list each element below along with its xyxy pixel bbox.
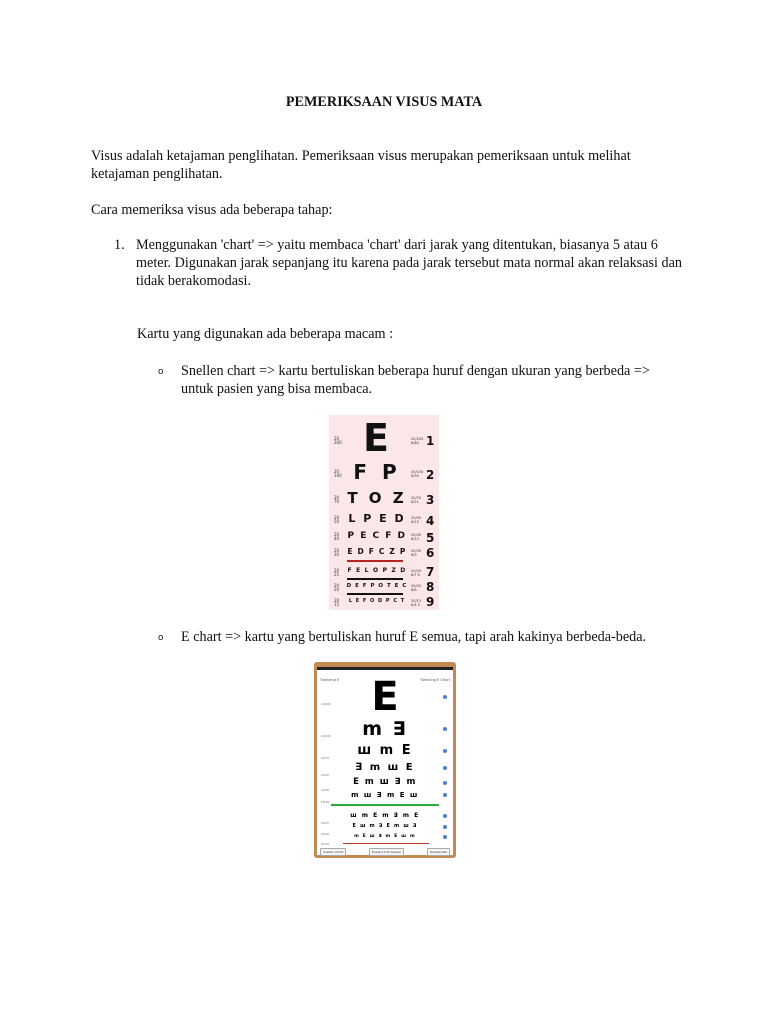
e-chart-red-line (343, 843, 429, 844)
e-chart-header-right: Tumbling E Chart (420, 678, 450, 682)
snellen-chart-button[interactable]: Snellen Chart (320, 848, 346, 856)
bullet-marker: o (158, 633, 164, 643)
e-row: 20/25 ш m E m ∃ m E (317, 811, 453, 820)
status-bar (317, 667, 453, 670)
snellen-row: 20 40 P E C F D 20/40 6/12 5 (334, 531, 435, 545)
paragraph-card-types: Kartu yang digunakan ada beberapa macam : (137, 326, 394, 342)
snellen-row: 20 20 D E F P O T E C 20/20 6/6 8 (334, 580, 435, 594)
paragraph-definition: Visus adalah ketajaman penglihatan. Pemeriksaan visus merupakan pemeriksaan untuk melihat ketajaman penglihatan. (91, 148, 631, 182)
snellen-row: 20 200 E 20/200 6/60 1 (334, 416, 435, 460)
e-chart-green-line (331, 804, 439, 806)
expand-full-version-button[interactable]: Expand Full Version (369, 848, 404, 856)
snellen-row: 20 100 F P 20/100 6/30 2 (334, 460, 435, 484)
bullet-text: Snellen chart => kartu bertuliskan beberapa huruf dengan ukuran yang berbeda => untuk pasien yang bisa membaca. (181, 363, 650, 397)
list-number: 1. (114, 237, 125, 253)
e-chart-header-left: Tumbling E (320, 678, 340, 682)
bullet-marker: o (158, 367, 164, 377)
snellen-row: 20 30 E D F C Z P 20/30 6/9 6 (334, 546, 435, 560)
snellen-red-line (347, 560, 403, 562)
snellen-row: 20 15 L E F O D P C T 20/15 6/4.5 9 (334, 595, 435, 609)
snellen-black-line (347, 593, 403, 595)
recalibrate-button[interactable]: Recalibrate (427, 848, 450, 856)
e-row: 20/40 E m ш ∃ m (317, 777, 453, 788)
document-title: PEMERIKSAAN VISUS MATA (285, 94, 483, 110)
e-row: 20/20 E ш m ∃ E m ш ∃ (317, 822, 453, 831)
list-item-text: Menggunakan 'chart' => yaitu membaca 'chart' dari jarak yang ditentukan, biasanya 5 atau 6 meter. Digunakan jarak sepanjang itu karena pada jarak tersebut mata normal akan relaksasi dan tidak berakomodasi. (136, 237, 682, 289)
e-row: 20/200 E (317, 679, 453, 715)
e-row: 20/30 m ш ∃ m E ш (317, 790, 453, 800)
e-row: 20/100 m ∃ (317, 719, 453, 739)
snellen-chart-image (329, 415, 439, 610)
e-row: 20/15 m E ш ∃ m E ш m (317, 832, 453, 841)
paragraph-steps-intro: Cara memeriksa visus ada beberapa tahap: (91, 202, 333, 218)
e-row: 20/50 ∃ m ш E (317, 762, 453, 774)
bullet-text: E chart => kartu yang bertuliskan huruf E semua, tapi arah kakinya berbeda-beda. (181, 629, 647, 645)
snellen-row: 20 50 L P E D 20/50 6/15 4 (334, 512, 435, 528)
e-chart-screen (317, 667, 453, 855)
snellen-row: 20 25 F E L O P Z D 20/25 6/7.5 7 (334, 565, 435, 579)
e-row: 20/70 ш m E (317, 744, 453, 758)
snellen-row: 20 70 T O Z 20/70 6/21 3 (334, 489, 435, 507)
e-chart-image (314, 662, 456, 858)
snellen-black-line (347, 578, 403, 580)
